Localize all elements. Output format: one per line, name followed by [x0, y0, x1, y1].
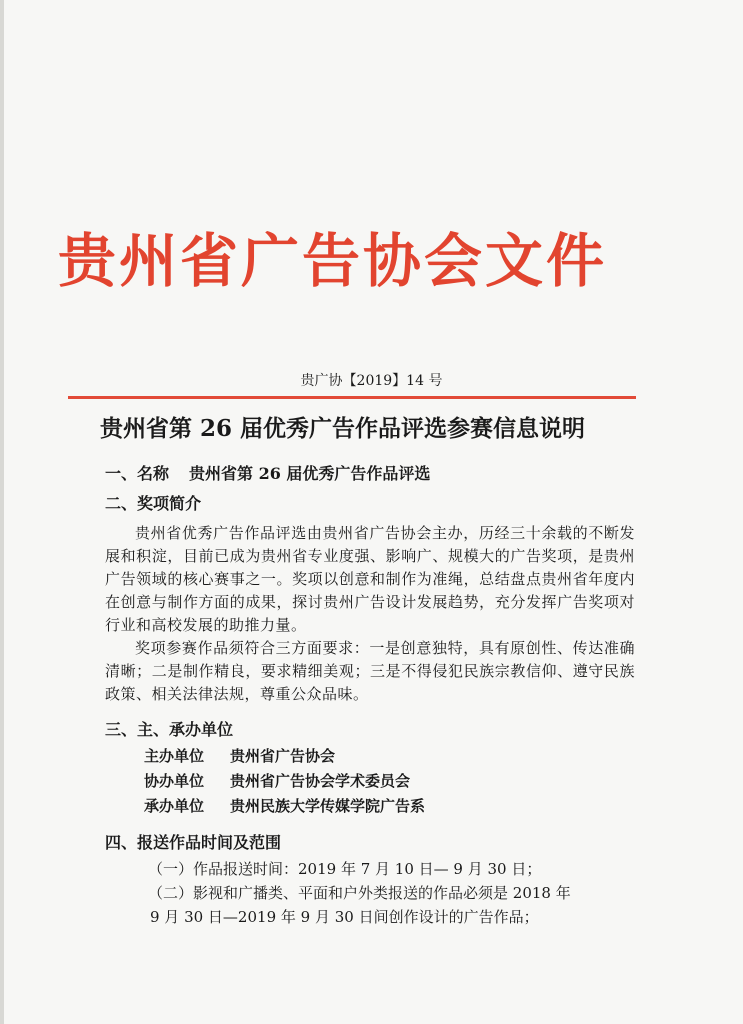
document-number: 贵广协【2019】14 号 — [300, 373, 443, 389]
document-title: 贵州省第 26 届优秀广告作品评选参赛信息说明 — [100, 415, 586, 442]
section-4-item-2-continued: 9 月 30 日—2019 年 9 月 30 日间创作设计的广告作品； — [150, 908, 539, 926]
org-role: 协办单位 — [144, 772, 205, 790]
section-3-heading: 三、主、承办单位 — [105, 720, 234, 739]
scan-edge — [0, 0, 4, 1024]
org-role: 主办单位 — [144, 747, 205, 765]
letterhead-title: 贵州省广告协会文件 — [58, 227, 608, 295]
org-role: 承办单位 — [144, 797, 205, 815]
org-name: 贵州省广告协会学术委员会 — [230, 772, 411, 790]
org-name: 贵州民族大学传媒学院广告系 — [230, 797, 426, 815]
section-2-paragraph-1: 贵州省优秀广告作品评选由贵州省广告协会主办，历经三十余载的不断发展和积淀，目前已成为贵州省专业度强、影响广、规模大的广告奖项，是贵州广告领域的核心赛事之一。奖项以创意和制作为准绳，总结盘点贵州省年度内在创意与制作方面的成果，探讨贵州广告设计发展趋势，充分发挥广告奖项对行业和高校发展的助推力量。 — [105, 524, 635, 634]
section-2-paragraph-2: 奖项参赛作品须符合三方面要求：一是创意独特，具有原创性、传达准确清晰；二是制作精良，要求精细美观；三是不得侵犯民族宗教信仰、遵守民族政策、相关法律法规，尊重公众品味。 — [105, 639, 635, 703]
org-row-host — [144, 745, 335, 767]
section-4-heading: 四、报送作品时间及范围 — [105, 833, 282, 852]
letterhead-divider — [68, 396, 636, 399]
section-2-heading: 二、奖项简介 — [105, 494, 202, 513]
org-row-organizer — [144, 795, 425, 817]
section-1 — [105, 463, 430, 485]
section-4-item-2: （二）影视和广播类、平面和户外类报送的作品必须是 2018 年 — [148, 884, 571, 902]
section-4-item-1: （一）作品报送时间：2019 年 7 月 10 日— 9 月 30 日； — [148, 860, 542, 878]
section-1-content: 贵州省第 26 届优秀广告作品评选 — [189, 464, 431, 483]
org-name: 贵州省广告协会 — [230, 747, 336, 765]
org-row-cohost — [144, 770, 410, 792]
section-1-heading: 一、名称 — [105, 464, 170, 483]
